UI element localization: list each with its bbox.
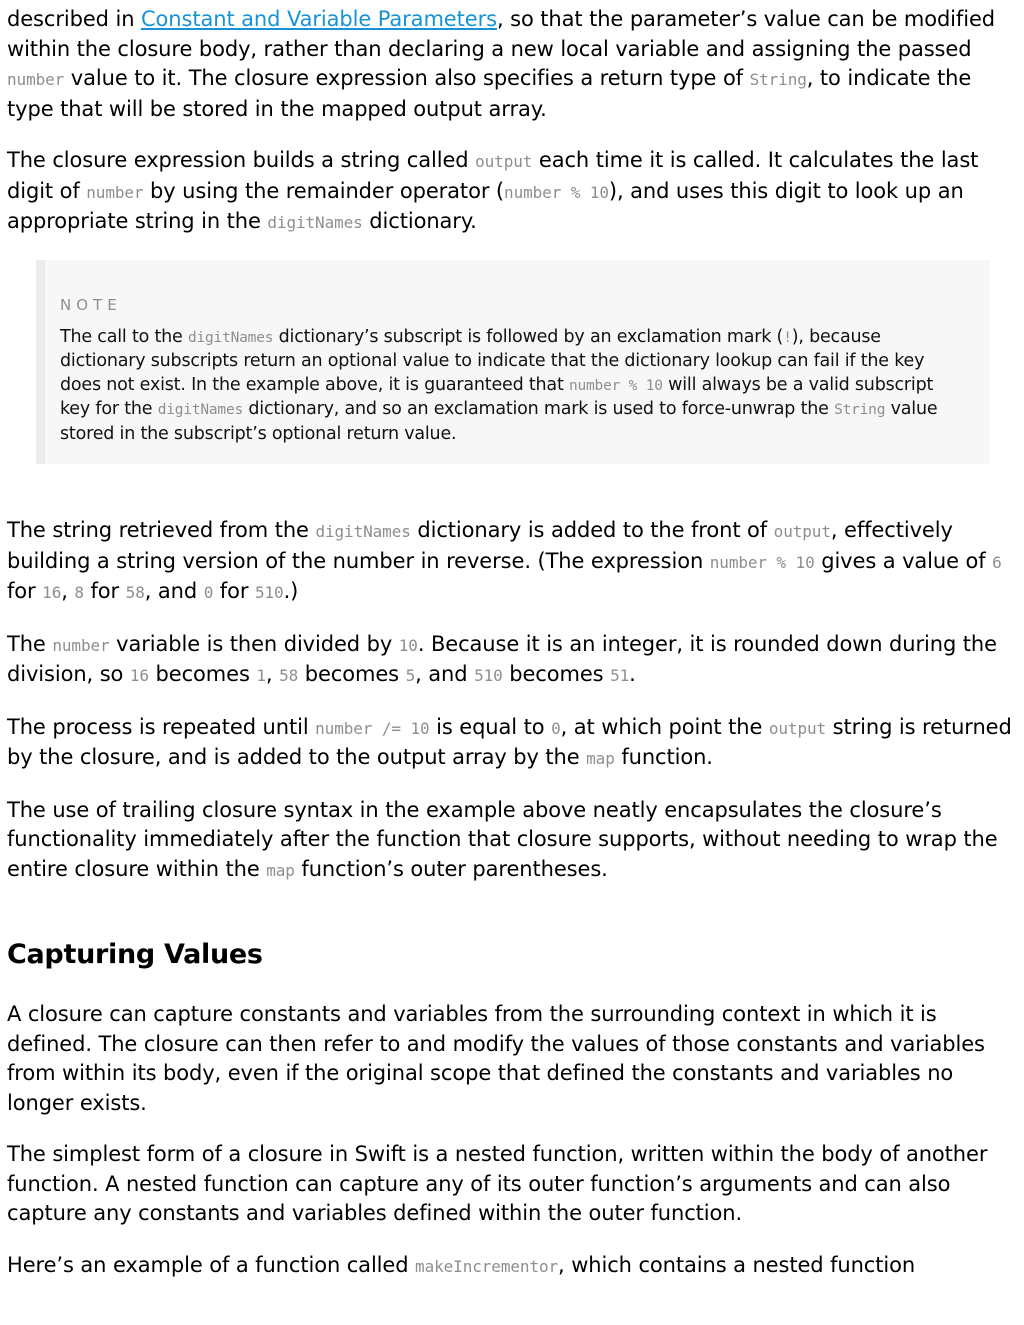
text-run: dictionary is added to the front of: [410, 518, 774, 542]
text-run: The simplest form of a closure in Swift is a nested function, written within the body of another function. A nested function can capture any of its outer function’s arguments and can also capture any constants and variables defined within the outer function.: [7, 1142, 988, 1225]
inline-code: String: [834, 402, 886, 418]
text-run: function’s outer parentheses.: [294, 856, 608, 881]
text-run: , which contains a nested function: [558, 1252, 916, 1277]
inline-code: String: [749, 70, 807, 89]
inline-code: 5: [405, 666, 416, 685]
note-callout: [36, 260, 990, 465]
inline-code: output: [768, 718, 827, 738]
text-run: function.: [614, 745, 713, 769]
text-run: each time it is called. It calculates the last digit of: [7, 148, 979, 203]
inline-code: 8: [74, 583, 84, 602]
text-run: will always be a valid subscript key for the: [60, 374, 934, 419]
text-run: .: [629, 662, 636, 686]
inline-code: map: [266, 860, 295, 880]
inline-code: makeIncrementor: [415, 1256, 559, 1276]
inline-code: digitNames: [187, 329, 274, 346]
text-run: , effectively building a string version of the number in reverse. (The expression: [7, 518, 953, 573]
inline-code: digitNames: [157, 402, 244, 418]
text-run: dictionary’s subscript is followed by an exclamation mark (: [273, 326, 784, 347]
inline-code: 6: [992, 552, 1002, 572]
text-run: variable is then divided by: [109, 631, 399, 656]
text-run: for: [83, 579, 126, 603]
text-run: . Because it is an integer, it is rounded down during the division, so: [7, 631, 997, 686]
text-run: The closure expression builds a string called: [7, 148, 476, 172]
inline-code: output: [475, 152, 533, 171]
text-run: becomes: [502, 662, 611, 686]
text-run: ,: [265, 662, 280, 686]
inline-code: 1: [256, 666, 266, 685]
inline-code: 16: [42, 583, 62, 602]
text-run: .): [283, 579, 299, 603]
text-run: dictionary.: [362, 209, 477, 233]
text-run: A closure can capture constants and variables from the surrounding context in which it is defined. The closure can then refer to and modify the values of those constants and variables from within its body, even if the original scope that defined the constants and variables no longer exists.: [7, 1002, 985, 1115]
section-heading-capturing-values: Capturing Values: [7, 939, 263, 970]
text-run: value stored in the subscript’s optional return value.: [60, 399, 938, 444]
inline-code: 51: [610, 666, 630, 685]
inline-code: 0: [551, 718, 561, 738]
inline-code: number /= 10: [315, 718, 430, 738]
paragraph-closure-expression: [7, 146, 1014, 238]
text-run: Here’s an example of a function called: [7, 1252, 416, 1277]
inline-code: 10: [398, 635, 418, 655]
paragraph-simplest-form: [7, 1140, 1014, 1229]
text-run: for: [7, 579, 43, 603]
inline-code: !: [783, 329, 792, 346]
text-run: , to indicate the type that will be stored in the mapped output array.: [7, 66, 972, 121]
text-run: becomes: [148, 662, 257, 686]
inline-doc-link[interactable]: Constant and Variable Parameters: [140, 7, 497, 31]
text-run: ), because dictionary subscripts return an optional value to indicate that the dictionary lookup can fail if the key does not exist. In the example above, it is guaranteed that: [60, 326, 925, 395]
inline-code: 58: [279, 666, 299, 685]
text-run: is equal to: [429, 714, 552, 739]
text-run: by using the remainder operator (: [143, 178, 505, 203]
paragraph-string-retrieved: [7, 516, 1014, 608]
inline-code: output: [773, 522, 831, 541]
text-run: becomes: [298, 662, 406, 686]
inline-code: 510: [254, 583, 284, 602]
inline-code: 16: [129, 666, 149, 685]
inline-code: 0: [203, 583, 214, 602]
text-run: value to it. The closure expression also specifies a return type of: [64, 66, 750, 90]
note-label: NOTE: [60, 295, 122, 314]
text-run: for: [213, 579, 255, 603]
paragraph-number-divided: [7, 630, 1014, 691]
text-run: , so that the parameter’s value can be modified within the closure body, rather than declaring a new local variable and assigning the passed: [7, 7, 995, 61]
text-run: , and: [415, 662, 475, 686]
paragraph-closure-capture: [7, 1000, 1014, 1118]
text-run: gives a value of: [814, 548, 993, 573]
inline-code: number: [86, 182, 144, 202]
note-body: [60, 326, 948, 447]
inline-code: 510: [474, 666, 503, 685]
inline-code: number: [52, 635, 110, 655]
inline-code: number % 10: [504, 182, 609, 202]
text-run: dictionary, and so an exclamation mark is used to force-unwrap the: [243, 399, 835, 419]
text-run: string is returned by the closure, and is added to the output array by the: [7, 714, 1012, 769]
text-run: ), and uses this digit to look up an appropriate string in the: [7, 178, 964, 233]
paragraph-described-in: [7, 5, 1014, 124]
paragraph-makeincrementor-intro: [7, 1251, 1014, 1282]
inline-code: number % 10: [568, 377, 663, 394]
text-run: The call to the: [60, 326, 188, 347]
inline-code: 58: [125, 583, 145, 602]
text-run: The use of trailing closure syntax in the example above neatly encapsulates the closure’s functionality immediately after the function that closure supports, without needing to wrap the entire closure within the: [7, 797, 998, 881]
text-run: , at which point the: [560, 714, 769, 739]
inline-code: digitNames: [267, 213, 363, 232]
text-run: The string retrieved from the: [7, 518, 316, 542]
text-run: The process is repeated until: [7, 714, 316, 739]
paragraph-process-repeated: [7, 713, 1014, 774]
text-run: , and: [144, 579, 204, 603]
inline-code: number % 10: [709, 552, 815, 572]
text-run: The: [7, 631, 53, 656]
text-run: ,: [61, 579, 75, 603]
text-run: described in: [7, 7, 141, 31]
paragraph-trailing-closure: [7, 796, 1014, 886]
inline-code: digitNames: [315, 522, 411, 541]
inline-code: map: [586, 749, 615, 768]
inline-code: number: [7, 70, 65, 89]
